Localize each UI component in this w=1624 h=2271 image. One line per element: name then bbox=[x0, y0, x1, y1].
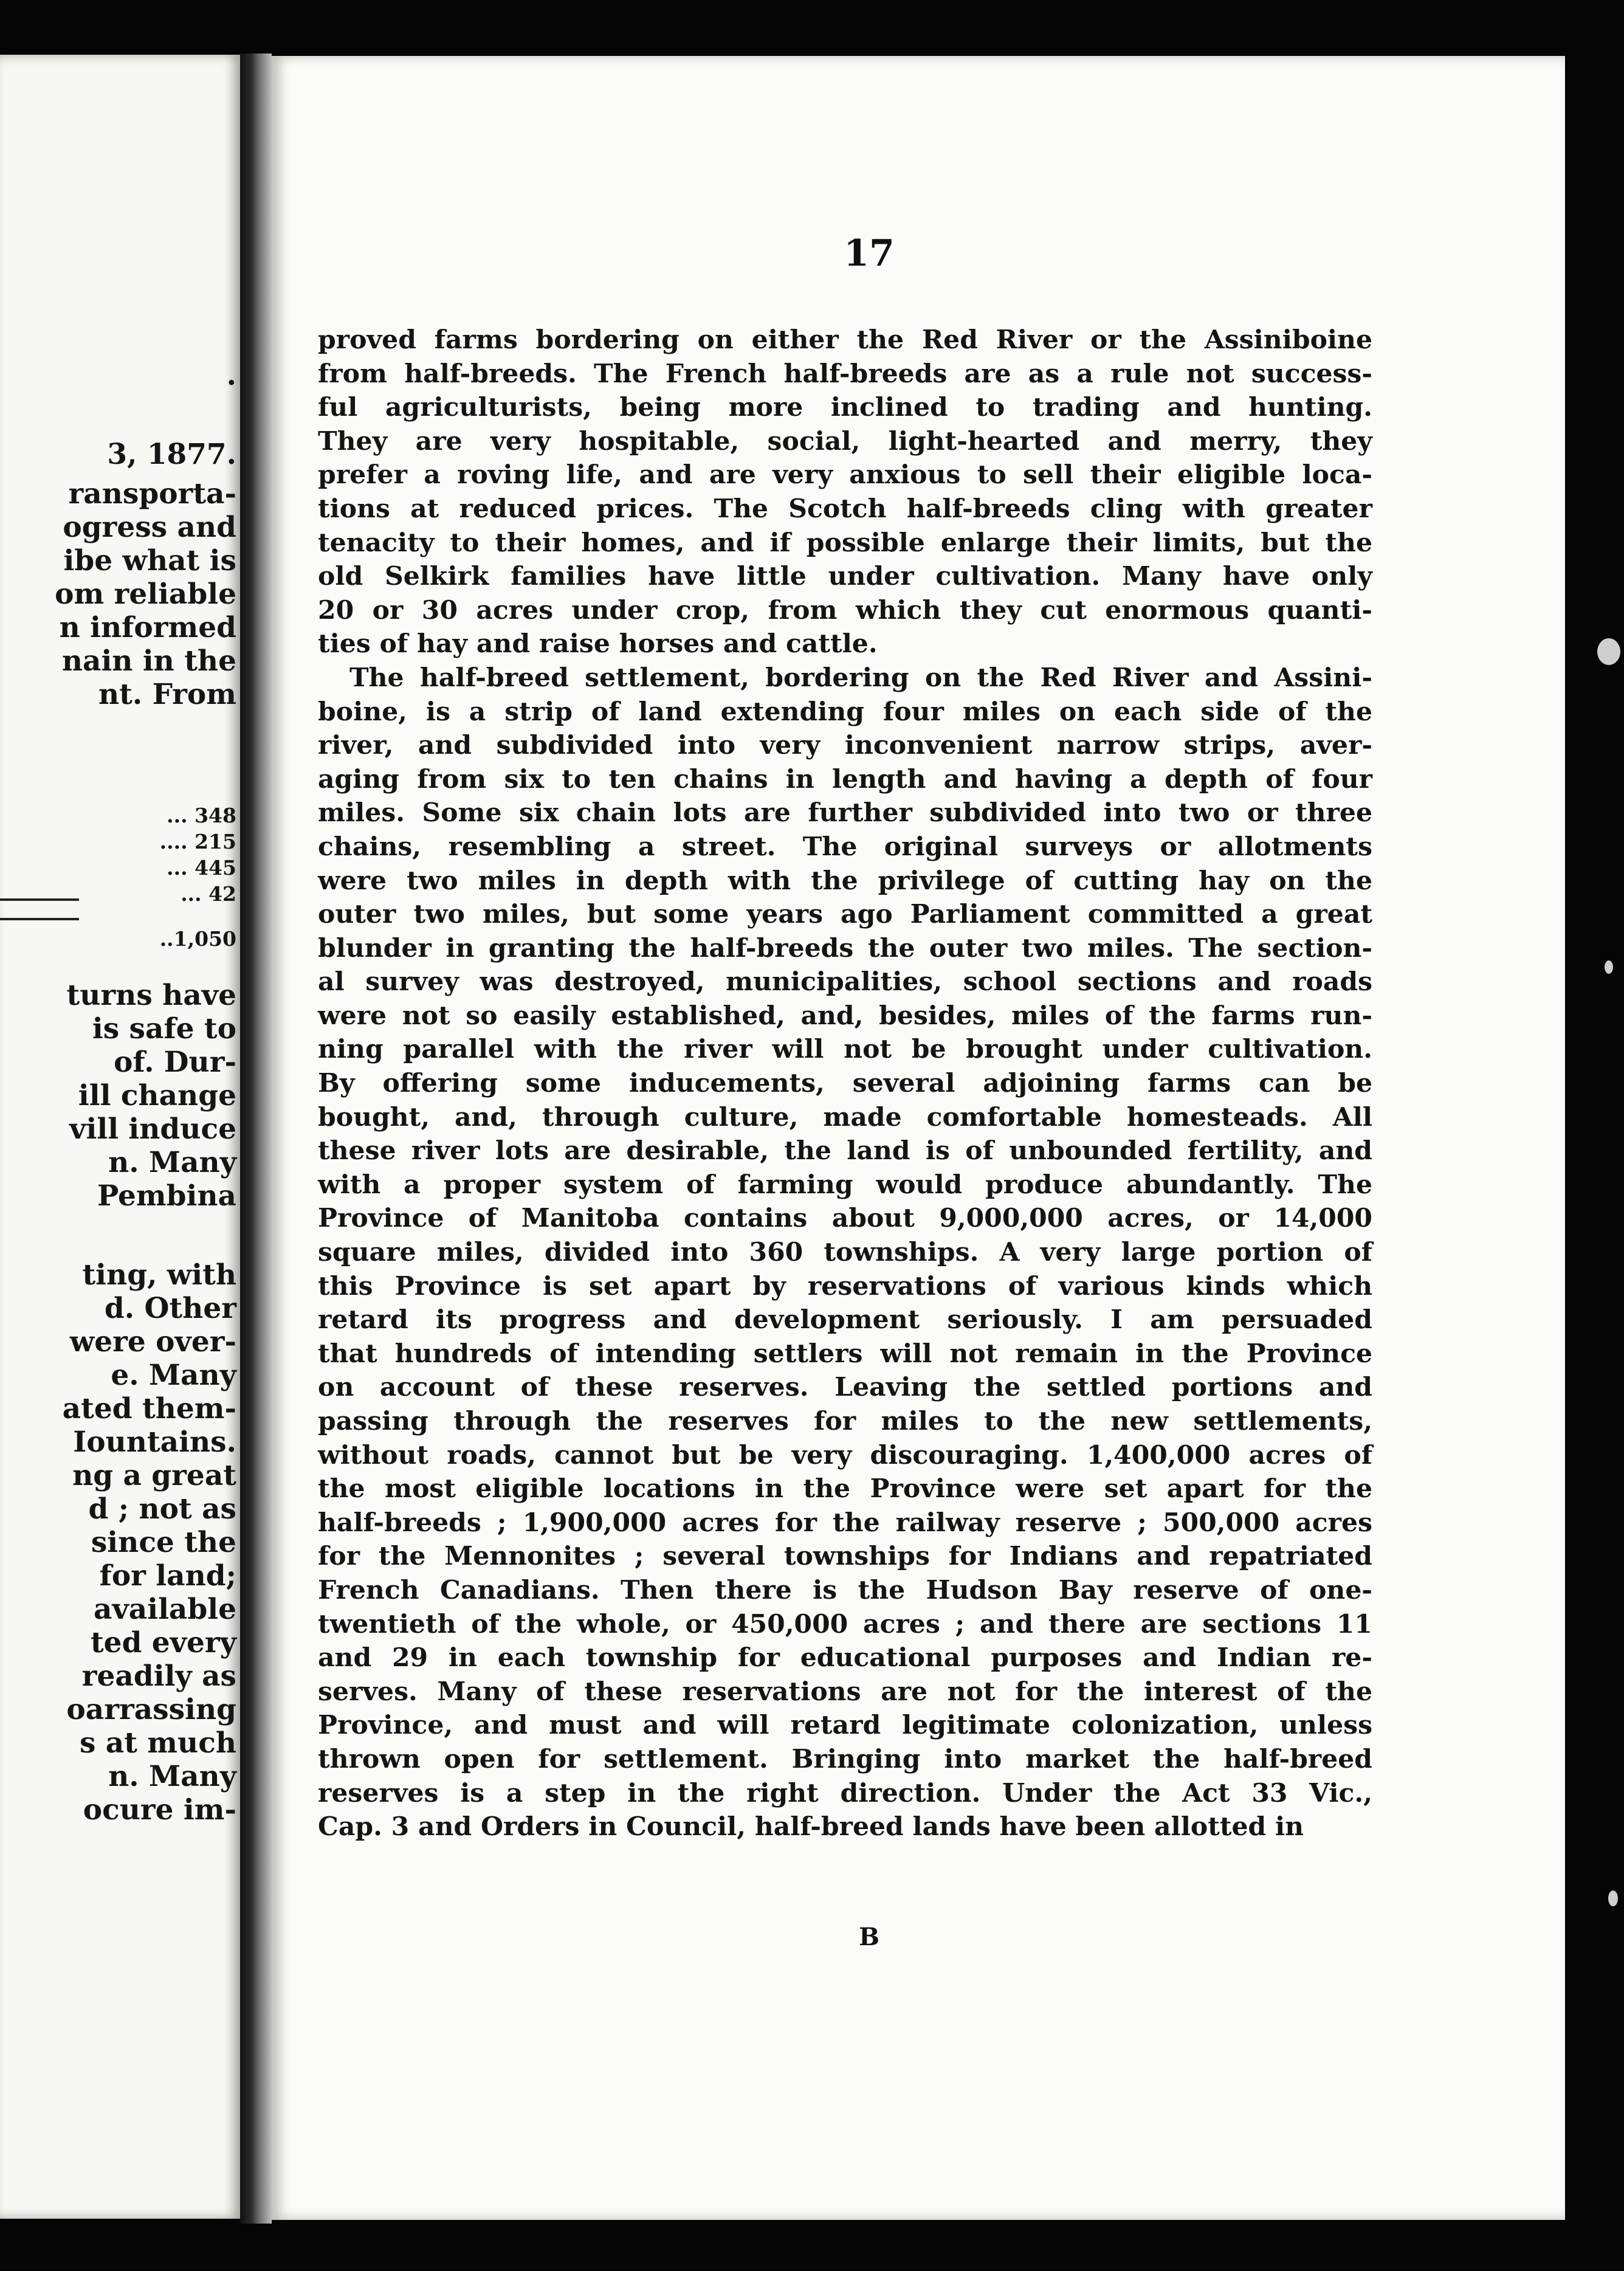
body-line: ful agriculturists, being more inclined to trading and hunting. bbox=[318, 392, 1372, 423]
left-page-line: 3, 1877. bbox=[107, 438, 236, 471]
body-line: aging from six to ten chains in length and having a depth of four bbox=[318, 763, 1372, 794]
body-line: with a proper system of farming would produce abundantly. The bbox=[318, 1169, 1372, 1200]
left-page-line: nain in the bbox=[61, 644, 236, 678]
body-line: tions at reduced prices. The Scotch half-breeds cling with greater bbox=[318, 493, 1372, 524]
left-page-line: Iountains. bbox=[73, 1425, 236, 1459]
left-page-line: turns have bbox=[66, 979, 236, 1012]
left-page-line: since the bbox=[91, 1526, 236, 1559]
left-page-line: available bbox=[94, 1593, 236, 1626]
left-page-line: were over- bbox=[69, 1325, 236, 1359]
body-line: By offering some inducements, several adjoining farms can be bbox=[318, 1068, 1372, 1099]
body-line: French Canadians. Then there is the Hudson Bay reserve of one- bbox=[318, 1574, 1372, 1605]
left-page-line: oarrassing bbox=[66, 1693, 236, 1726]
body-line: al survey was destroyed, municipalities, school sections and roads bbox=[318, 967, 1372, 998]
body-line: boine, is a strip of land extending four miles on each side of the bbox=[318, 696, 1372, 727]
body-line: serves. Many of these reservations are not for the interest of the bbox=[318, 1676, 1372, 1707]
body-line: miles. Some six chain lots are further subdivided into two or three bbox=[318, 798, 1372, 829]
left-page-line: ... 42 bbox=[181, 882, 236, 906]
left-page-line: ibe what is bbox=[63, 544, 236, 577]
left-page-line: is safe to bbox=[92, 1012, 236, 1046]
body-line: from half-breeds. The French half-breeds are as a rule not success- bbox=[318, 358, 1372, 389]
left-page-line: ..1,050 bbox=[159, 927, 236, 951]
book-gutter bbox=[240, 53, 272, 2224]
left-page-line: ill change bbox=[78, 1079, 236, 1112]
body-line: 20 or 30 acres under crop, from which they cut enormous quanti- bbox=[318, 594, 1372, 625]
left-page-rule bbox=[0, 898, 79, 901]
body-line: on account of these reserves. Leaving the settled portions and bbox=[318, 1372, 1372, 1403]
body-line: proved farms bordering on either the Red River or the Assiniboine bbox=[318, 325, 1372, 355]
body-line: tenacity to their homes, and if possible enlarge their limits, but the bbox=[318, 527, 1372, 558]
right-page bbox=[272, 56, 1565, 2220]
left-page-line: . bbox=[226, 359, 236, 392]
left-page-line: e. Many bbox=[111, 1359, 236, 1392]
body-line: prefer a roving life, and are very anxious to sell their eligible loca- bbox=[318, 460, 1372, 491]
left-page-line: of. Dur- bbox=[114, 1046, 236, 1079]
left-page-line: ated them- bbox=[62, 1392, 236, 1425]
left-page-line: Pembina bbox=[97, 1179, 236, 1213]
body-line: the most eligible locations in the Province were set apart for the bbox=[318, 1473, 1372, 1504]
left-page-line: om reliable bbox=[55, 577, 236, 611]
body-line: Cap. 3 and Orders in Council, half-breed lands have been allotted in bbox=[318, 1811, 1304, 1842]
left-page-line: ... 445 bbox=[167, 856, 236, 880]
body-line: for the Mennonites ; several townships for Indians and repatriated bbox=[318, 1541, 1372, 1572]
left-page-line: vill induce bbox=[69, 1112, 236, 1146]
body-line: Province of Manitoba contains about 9,000,000 acres, or 14,000 bbox=[318, 1203, 1372, 1234]
left-page-line: d. Other bbox=[104, 1292, 236, 1325]
body-line: Province, and must and will retard legitimate colonization, unless bbox=[318, 1710, 1372, 1741]
left-page-line: ocure im- bbox=[83, 1793, 236, 1827]
left-page-line: readily as bbox=[81, 1659, 236, 1693]
left-page-line: ng a great bbox=[72, 1459, 236, 1492]
body-line: ties of hay and raise horses and cattle. bbox=[318, 629, 878, 660]
body-line: thrown open for settlement. Bringing into market the half-breed bbox=[318, 1743, 1372, 1774]
left-page-fragment bbox=[0, 55, 240, 2219]
page-number: 17 bbox=[844, 232, 895, 275]
body-line: river, and subdivided into very inconvenient narrow strips, aver- bbox=[318, 730, 1372, 761]
body-line: twentieth of the whole, or 450,000 acres ; and there are sections 11 bbox=[318, 1608, 1372, 1639]
left-page-line: n. Many bbox=[108, 1760, 236, 1793]
left-page-line: ogress and bbox=[63, 511, 236, 544]
left-page-line: ... 348 bbox=[167, 804, 236, 827]
scan-speck bbox=[1605, 960, 1613, 974]
body-line: blunder in granting the half-breeds the outer two miles. The section- bbox=[318, 932, 1372, 963]
body-line: and 29 in each township for educational purposes and Indian re- bbox=[318, 1642, 1372, 1673]
body-line: passing through the reserves for miles to the new settlements, bbox=[318, 1406, 1372, 1436]
body-line: square miles, divided into 360 townships. A very large portion of bbox=[318, 1237, 1372, 1268]
left-page-line: ransporta- bbox=[68, 477, 236, 511]
scan-speck bbox=[1597, 638, 1620, 665]
left-page-line: .... 215 bbox=[159, 830, 236, 853]
body-line: outer two miles, but some years ago Parliament committed a great bbox=[318, 899, 1372, 930]
left-page-line: ted every bbox=[90, 1626, 236, 1659]
body-line: were two miles in depth with the privilege of cutting hay on the bbox=[318, 865, 1372, 896]
body-line: old Selkirk families have little under cultivation. Many have only bbox=[318, 561, 1372, 592]
body-line: were not so easily established, and, besides, miles of the farms run- bbox=[318, 1000, 1372, 1031]
body-line: The half-breed settlement, bordering on the Red River and Assini- bbox=[349, 662, 1372, 693]
body-line: ning parallel with the river will not be brought under cultivation. bbox=[318, 1034, 1372, 1065]
body-line: without roads, cannot but be very discouraging. 1,400,000 acres of bbox=[318, 1439, 1372, 1470]
body-line: reserves is a step in the right direction. Under the Act 33 Vic., bbox=[318, 1777, 1372, 1808]
left-page-line: nt. From bbox=[98, 678, 236, 711]
body-line: that hundreds of intending settlers will not remain in the Province bbox=[318, 1338, 1372, 1369]
left-page-line: ting, with bbox=[82, 1258, 236, 1292]
body-text bbox=[318, 323, 1372, 1844]
left-page-line: d ; not as bbox=[88, 1492, 236, 1526]
left-page-line: s at much bbox=[79, 1726, 236, 1760]
body-line: retard its progress and development seriously. I am persuaded bbox=[318, 1304, 1372, 1335]
body-line: half-breeds ; 1,900,000 acres for the railway reserve ; 500,000 acres bbox=[318, 1507, 1372, 1538]
body-line: chains, resembling a street. The original surveys or allotments bbox=[318, 831, 1372, 862]
body-line: bought, and, through culture, made comfortable homesteads. All bbox=[318, 1101, 1372, 1132]
left-page-line: n. Many bbox=[108, 1146, 236, 1179]
left-page-rule bbox=[0, 918, 79, 920]
body-line: these river lots are desirable, the land is of unbounded fertility, and bbox=[318, 1136, 1372, 1167]
left-page-line: n informed bbox=[59, 611, 236, 644]
signature-mark: B bbox=[859, 1923, 879, 1951]
left-page-line: for land; bbox=[99, 1559, 236, 1593]
body-line: this Province is set apart by reservations of various kinds which bbox=[318, 1270, 1372, 1301]
body-line: They are very hospitable, social, light-hearted and merry, they bbox=[318, 426, 1372, 457]
scan-speck bbox=[1608, 1890, 1618, 1906]
